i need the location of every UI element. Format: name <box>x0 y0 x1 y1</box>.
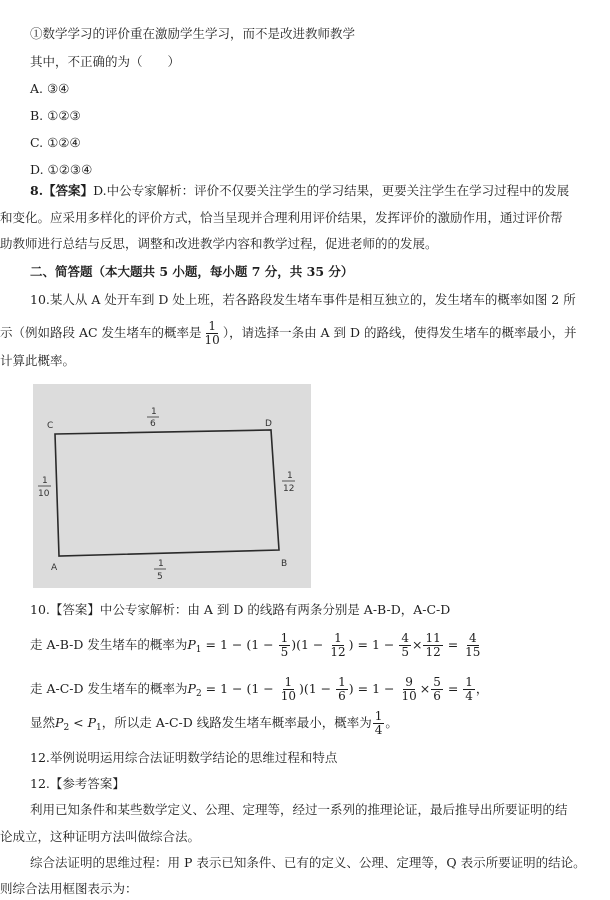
vertex-d: D <box>265 419 272 429</box>
vertex-a: A <box>51 563 58 573</box>
route-diagram-figure <box>33 384 311 588</box>
edge-ab-den: 5 <box>157 572 163 582</box>
edge-ac-den: 10 <box>38 489 50 499</box>
edge-db-den: 12 <box>283 484 295 494</box>
section-header: 二、简答题（本大题共 5 小题，每小题 7 分，共 35 分） <box>30 264 354 279</box>
option-d: D. ①②③④ <box>30 162 93 177</box>
option-c: C. ①②④ <box>30 135 81 150</box>
option-b: B. ①②③ <box>30 108 81 123</box>
edge-ac-num: 1 <box>42 476 48 486</box>
q12-question: 12.举例说明运用综合法证明数学结论的思维过程和特点 <box>30 750 338 765</box>
q10-answer-line1: 10.【答案】中公专家解析：由 A 到 D 的线路有两条分别是 A-B-D，A-C-D <box>30 602 451 617</box>
q10-answer-abd: 走 A-B-D 发生堵车的概率为$P_1 = 1 - (1$ − $\frac{1}{5}$ )(1 − $\frac{1}{12}$ ) = 1 − $\frac{4}{5}$ × $\frac{11}{12}$ = $\frac{4}{15}$ <box>30 631 481 659</box>
route-quadrilateral <box>55 430 279 556</box>
q12-p1-line2: 论成立，这种证明方法叫做综合法。 <box>0 829 201 844</box>
q8-answer-line3: 助教师进行总结与反思，调整和改进教学内容和教学过程，促进老师的的发展。 <box>0 236 438 251</box>
route-diagram <box>33 384 311 588</box>
q10-line3: 计算此概率。 <box>0 353 76 368</box>
edge-db-num: 1 <box>287 471 293 481</box>
q8-answer-label: 8.【答案】 <box>30 183 94 198</box>
q10-answer-conclusion: 显然$P_2 < P_1$，所以走 A-C-D 线路发生堵车概率最小，概率为 $\frac{1}{4}$ 。 <box>30 709 398 737</box>
q10-answer-acd: 走 A-C-D 发生堵车的概率为$P_2 = 1 - (1$ − $\frac{1}{10}$ )(1 − $\frac{1}{6}$ ) = 1 − $\frac{9}{10}$ × $\frac{5}{6}$ = $\frac{1}{4}$ ， <box>30 675 489 703</box>
vertex-b: B <box>281 559 288 569</box>
edge-cd-den: 6 <box>150 419 156 429</box>
q8-answer-line1: 8.【答案】D.中公专家解析：评价不仅要关注学生的学习结果，更要关注学生在学习过程中的发展 <box>30 183 570 198</box>
q12-p1-line1: 利用已知条件和某些数学定义、公理、定理等，经过一系列的推理论证，最后推导出所要证明的结 <box>30 802 568 817</box>
q10-line2: 示（例如路段 AC 发生堵车的概率是 $\frac{1}{10}$ ），请选择一条由 A 到 D 的路线，使得发生堵车的概率最小，并 <box>0 319 577 347</box>
option-a: A. ③④ <box>30 81 70 96</box>
question-stem: 其中，不正确的为（ ） <box>30 54 181 69</box>
q12-p2-line1: 综合法证明的思维过程：用 P 表示已知条件、已有的定义、公理、定理等，Q 表示所要证明的结论。 <box>30 855 586 870</box>
q8-answer-line2: 和变化。应采用多样化的评价方式，恰当呈现并合理利用评价结果，发挥评价的激励作用，通过评价帮 <box>0 210 563 225</box>
q12-answer-label: 12.【参考答案】 <box>30 776 125 791</box>
q12-p2-line2: 则综合法用框图表示为： <box>0 881 138 896</box>
q10-example-fraction: $\frac{1}{10}$ <box>204 319 220 347</box>
q10-line1: 10.某人从 A 处开车到 D 处上班，若各路段发生堵车事件是相互独立的，发生堵车的概率如图 2 所 <box>30 292 576 307</box>
vertex-c: C <box>47 421 54 431</box>
edge-ab-num: 1 <box>158 559 164 569</box>
option-line-partial: ①数学学习的评价重在激励学生学习，而不是改进教师教学 <box>30 26 356 41</box>
edge-cd-num: 1 <box>151 407 157 417</box>
